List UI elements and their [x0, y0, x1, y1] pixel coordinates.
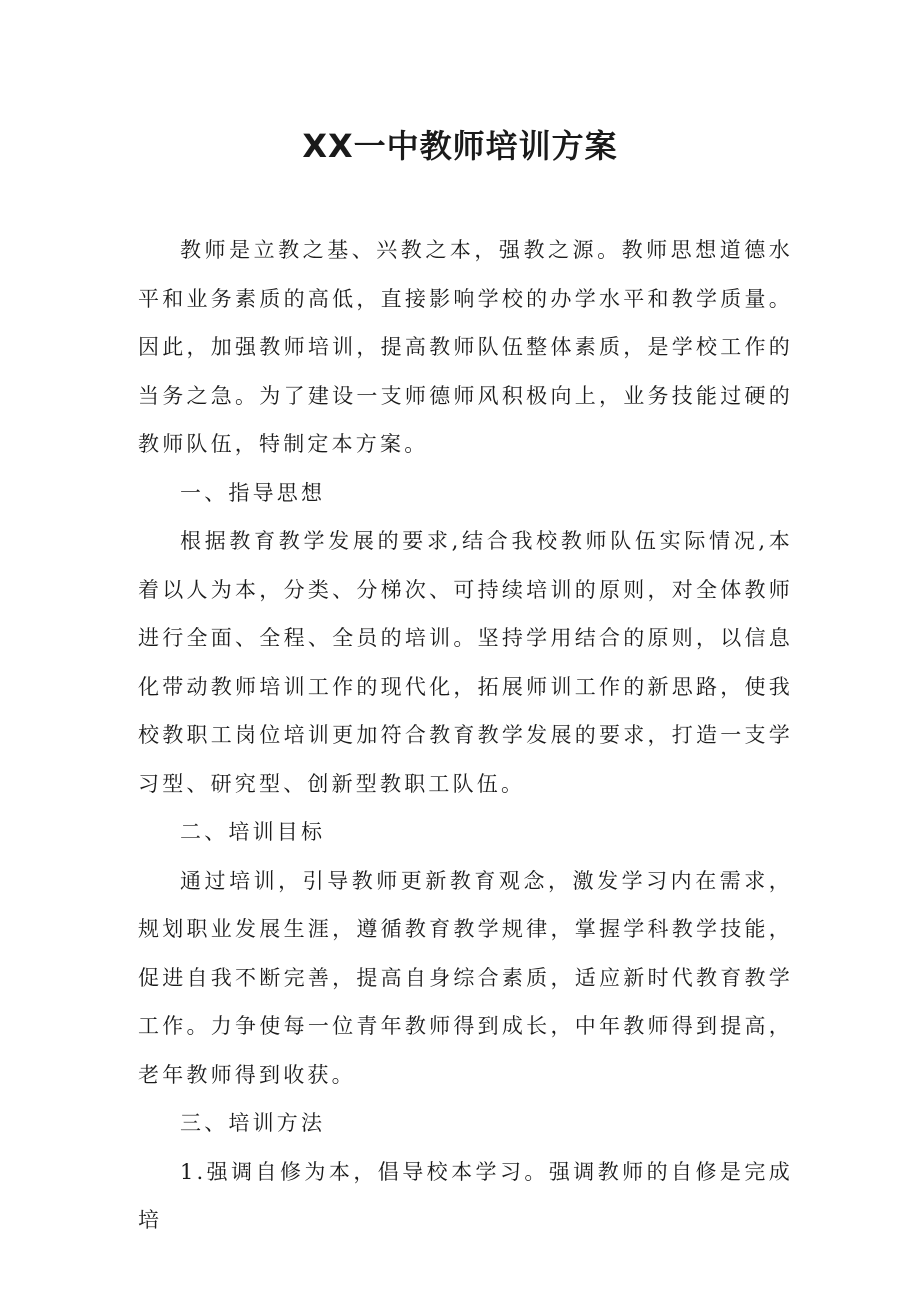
document-title: XX一中教师培训方案	[302, 127, 618, 165]
section-heading-training-methods: 三、培训方法	[180, 1111, 326, 1135]
document-body	[138, 226, 793, 1245]
section-heading-training-goals: 二、培训目标	[180, 820, 326, 844]
section-heading-guiding-ideology: 一、指导思想	[180, 480, 326, 505]
training-goals-paragraph: 通过培训，引导教师更新教育观念，激发学习内在需求，规划职业发展生涯，遵循教育教学规律，掌握学科教学技能，促进自我不断完善，提高自身综合素质，适应新时代教育教学工作。力争使每一位青年教师得到成长，中年教师得到提高，老年教师得到收获。	[138, 868, 793, 1087]
intro-paragraph: 教师是立教之基、兴教之本，强教之源。教师思想道德水平和业务素质的高低，直接影响学校的办学水平和教学质量。因此，加强教师培训，提高教师队伍整体素质，是学校工作的当务之急。为了建设一支师德师风积极向上，业务技能过硬的教师队伍，特制定本方案。	[138, 238, 793, 456]
guiding-ideology-paragraph: 根据教育教学发展的要求,结合我校教师队伍实际情况,本着以人为本，分类、分梯次、可持续培训的原则，对全体教师进行全面、全程、全员的培训。坚持学用结合的原则，以信息化带动教师培训工作的现代化，拓展师训工作的新思路，使我校教职工岗位培训更加符合教育教学发展的要求，打造一支学习型、研究型、创新型教职工队伍。	[138, 529, 793, 796]
training-methods-item-1: 1.强调自修为本，倡导校本学习。强调教师的自修是完成培	[138, 1159, 793, 1232]
